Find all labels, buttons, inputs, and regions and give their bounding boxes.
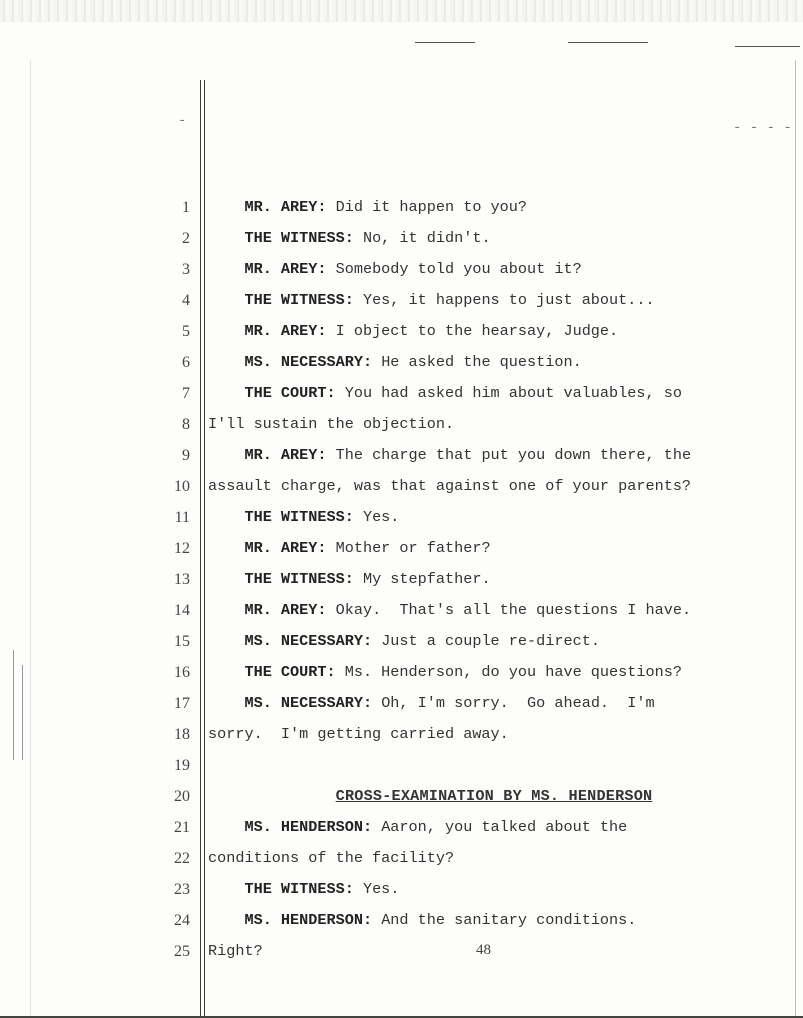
- line-number: 9: [182, 447, 190, 464]
- speaker-label: MR. AREY:: [244, 601, 327, 619]
- transcript-line: [210, 787, 778, 805]
- line-content: Mother or father?: [326, 539, 491, 557]
- speaker-label: THE COURT:: [244, 663, 336, 681]
- line-content: Just a couple re-direct.: [372, 632, 600, 650]
- speaker-label: MS. NECESSARY:: [244, 353, 373, 371]
- transcript-line: [208, 508, 778, 526]
- scan-artifact-line: [415, 42, 475, 43]
- transcript-line: [208, 353, 778, 371]
- line-content: Okay. That's all the questions I have.: [326, 601, 692, 619]
- line-content: I object to the hearsay, Judge.: [326, 322, 619, 340]
- transcript-line: [208, 570, 778, 588]
- line-number: 7: [182, 385, 190, 402]
- scan-artifact-line: [568, 42, 648, 43]
- line-number: 16: [174, 664, 190, 681]
- line-content: Ms. Henderson, do you have questions?: [335, 663, 682, 681]
- line-content: Somebody told you about it?: [326, 260, 582, 278]
- transcript-line: [208, 384, 778, 402]
- transcript-line: [208, 229, 778, 247]
- line-number: 17: [174, 695, 190, 712]
- line-content: Yes.: [353, 508, 400, 526]
- line-number: 11: [174, 509, 190, 526]
- line-number: 3: [182, 261, 190, 278]
- scan-header-noise: [0, 0, 803, 22]
- line-number: 24: [174, 912, 190, 929]
- line-content: Yes, it happens to just about...: [353, 291, 655, 309]
- speaker-label: MS. NECESSARY:: [244, 694, 373, 712]
- speaker-label: MR. AREY:: [244, 322, 327, 340]
- line-number: 18: [174, 726, 190, 743]
- line-content: sorry. I'm getting carried away.: [208, 725, 509, 743]
- page-number: 48: [476, 942, 491, 958]
- transcript-line: [208, 198, 778, 216]
- speaker-label: MR. AREY:: [244, 539, 327, 557]
- binding-mark: [22, 665, 23, 760]
- scan-artifact-line: [735, 46, 800, 47]
- transcript-line: [208, 694, 778, 712]
- line-content: I'll sustain the objection.: [208, 415, 455, 433]
- line-number: 10: [174, 478, 190, 495]
- line-content: Did it happen to you?: [326, 198, 528, 216]
- line-number: 20: [174, 788, 190, 805]
- transcript-line: [208, 632, 778, 650]
- line-number: 21: [174, 819, 190, 836]
- transcript-line: [208, 322, 778, 340]
- scan-artifact-mark: - - - -: [733, 120, 792, 136]
- line-number: 4: [182, 292, 190, 309]
- speaker-label: THE WITNESS:: [244, 229, 354, 247]
- line-content: Oh, I'm sorry. Go ahead. I'm: [372, 694, 655, 712]
- margin-rule-left: [200, 80, 201, 1018]
- transcript-line: [208, 291, 778, 309]
- speaker-label: MR. AREY:: [244, 446, 327, 464]
- line-content: conditions of the facility?: [208, 849, 455, 867]
- scan-artifact-mark: -: [178, 113, 187, 129]
- margin-rule-page-right: [795, 60, 796, 1018]
- transcript-line: [208, 880, 778, 898]
- speaker-label: MS. HENDERSON:: [244, 911, 373, 929]
- line-number: 6: [182, 354, 190, 371]
- page-edge-left: [30, 60, 31, 1018]
- transcript-line: [208, 818, 778, 836]
- speaker-label: MS. NECESSARY:: [244, 632, 373, 650]
- margin-rule-right: [204, 80, 205, 1018]
- line-number: 13: [174, 571, 190, 588]
- line-content: Aaron, you talked about the: [372, 818, 628, 836]
- transcript-line: [208, 942, 778, 960]
- speaker-label: MR. AREY:: [244, 198, 327, 216]
- line-number: 19: [174, 757, 190, 774]
- transcript-line: [208, 415, 778, 433]
- line-number: 1: [182, 199, 190, 216]
- transcript-line: [208, 260, 778, 278]
- transcript-line: [208, 663, 778, 681]
- line-content: assault charge, was that against one of your parents?: [208, 477, 692, 495]
- speaker-label: THE WITNESS:: [244, 291, 354, 309]
- line-number: 15: [174, 633, 190, 650]
- line-content: And the sanitary conditions.: [372, 911, 637, 929]
- line-number: 5: [182, 323, 190, 340]
- transcript-line: [208, 849, 778, 867]
- speaker-label: THE COURT:: [244, 384, 336, 402]
- transcript-line: [208, 539, 778, 557]
- line-number: 22: [174, 850, 190, 867]
- line-content: The charge that put you down there, the: [326, 446, 692, 464]
- speaker-label: THE WITNESS:: [244, 880, 354, 898]
- speaker-label: MR. AREY:: [244, 260, 327, 278]
- transcript-line: [208, 446, 778, 464]
- line-content: Right?: [208, 942, 263, 960]
- line-number: 8: [182, 416, 190, 433]
- speaker-label: THE WITNESS:: [244, 508, 354, 526]
- line-number: 2: [182, 230, 190, 247]
- line-content: Yes.: [353, 880, 400, 898]
- speaker-label: MS. HENDERSON:: [244, 818, 373, 836]
- transcript-line: [208, 725, 778, 743]
- binding-mark: [13, 650, 14, 760]
- line-number: 12: [174, 540, 190, 557]
- line-content: My stepfather.: [353, 570, 491, 588]
- transcript-line: [208, 601, 778, 619]
- line-number: 23: [174, 881, 190, 898]
- line-content: You had asked him about valuables, so: [335, 384, 682, 402]
- transcript-line: [208, 477, 778, 495]
- section-heading: CROSS-EXAMINATION BY MS. HENDERSON: [335, 787, 653, 805]
- transcript-line: [208, 911, 778, 929]
- line-number: 14: [174, 602, 190, 619]
- line-content: No, it didn't.: [353, 229, 491, 247]
- line-number: 25: [174, 943, 190, 960]
- line-content: He asked the question.: [372, 353, 582, 371]
- speaker-label: THE WITNESS:: [244, 570, 354, 588]
